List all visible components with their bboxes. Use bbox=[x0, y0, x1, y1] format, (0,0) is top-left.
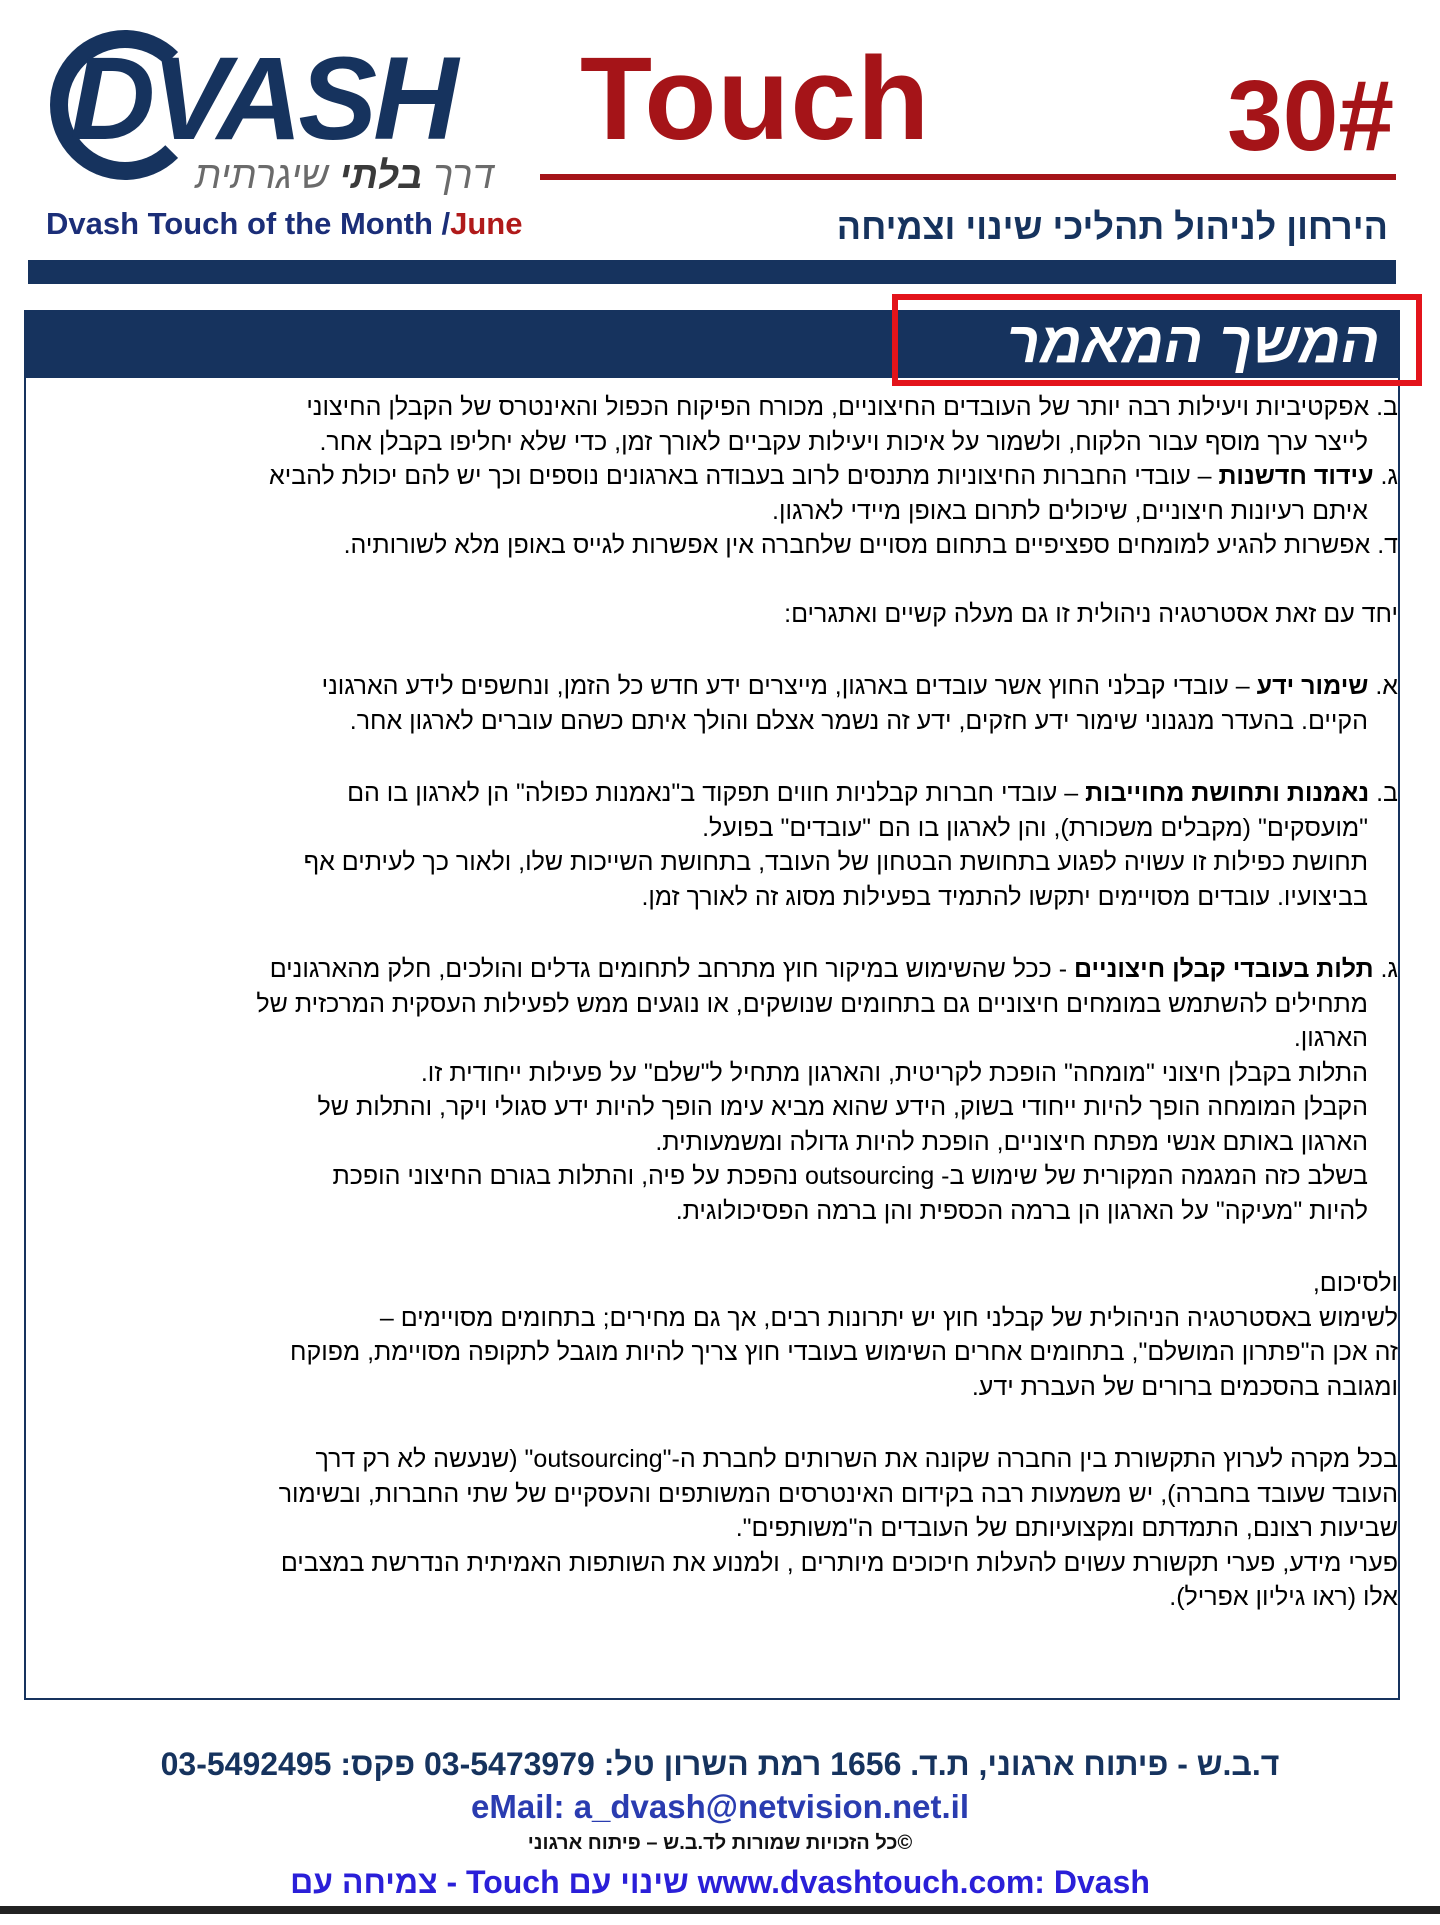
loyalty-line2: "מועסקים" (מקבלים משכורת), והן לארגון בו הם "עובדים" בפועל. bbox=[702, 813, 1368, 842]
summary-line2: לשימוש באסטרטגיה הניהולית של קבלני חוץ יש יתרונות רבים, אך גם מחירים; בתחומים מסויימים – bbox=[379, 1303, 1398, 1332]
footer-website-link[interactable]: www.dvashtouch.com: Dvash שינוי עם Touch - צמיחה עם bbox=[290, 1864, 1150, 1900]
para-d: ד. אפשרות להגיע למומחים ספציפיים בתחום מסויים שלחברה אין אפשרות לגייס באופן מלא לשורותיה. bbox=[343, 531, 1398, 559]
month-label: Dvash Touch of the Month /June bbox=[46, 206, 523, 241]
closing-line4: פערי מידע, פערי תקשורת עשוים להעלות חיכוכים מיותרים , ולמנוע את השותפות האמיתית הנדרשת במצבים bbox=[280, 1548, 1398, 1577]
dependency-line2: מתחילים להשתמש במומחים חיצוניים גם בתחומים שנושקים, או נוגעים ממש לפעילות העסקית המרכזית של bbox=[256, 989, 1368, 1018]
dependency-line3: הארגון. bbox=[1293, 1024, 1368, 1052]
dependency-line6: הארגון באותם אנשי מפתח חיצוניים, הופכת להיות גדולה ומשמעותית. bbox=[655, 1127, 1368, 1156]
closing-line5: אלו (ראו גיליון אפריל). bbox=[1169, 1583, 1398, 1611]
summary-line1: ולסיכום, bbox=[1312, 1269, 1398, 1297]
challenges-intro: יחד עם זאת אסטרטגיה ניהולית זו גם מעלה קשיים ואתגרים: bbox=[784, 599, 1398, 628]
footer-bottom-rule bbox=[0, 1906, 1440, 1914]
summary-line3: זה אכן ה"פתרון המושלם", בתחומים אחרים השימוש בעובדי חוץ צריך להיות מוגבל לתקופה מסויימת, מפוקח bbox=[290, 1338, 1398, 1366]
logo-tagline: דרך בלתי שיגרתית bbox=[195, 155, 494, 197]
dependency-line8: להיות "מעיקה" על הארגון הן ברמה הכספית והן ברמה הפסיכולוגית. bbox=[675, 1196, 1368, 1225]
issue-number: 30# bbox=[1227, 60, 1394, 172]
knowledge-line2: הקיים. בהעדר מנגנוני שימור ידע חזקים, ידע זה נשמר אצלם והולך איתם כשהם עוברים לארגון אחר. bbox=[349, 706, 1368, 735]
dependency-line7: בשלב כזה המגמה המקורית של שימוש ב- outsourcing נהפכת על פיה, והתלות בגורם החיצוני הופכת bbox=[332, 1162, 1368, 1190]
dependency-line5: הקבלן המומחה הופך להיות ייחודי בשוק, הידע שהוא מביא עימו הופך להיות ידע סגולי ויקר, והתלות של bbox=[317, 1093, 1368, 1121]
logo-wordmark: DVASH bbox=[70, 33, 455, 165]
knowledge-line1: א. שימור ידע – עובדי קבלני החוץ אשר עובדים בארגון, מייצרים ידע חדש כל הזמן, ונחשפים לידע הארגוני bbox=[321, 672, 1398, 700]
footer-contact: ד.ב.ש - פיתוח ארגוני, ת.ד. 1656 רמת השרון טל: 03-5473979 פקס: 03-5492495 bbox=[160, 1746, 1280, 1782]
header-navy-bar bbox=[28, 260, 1396, 284]
month-value: June bbox=[450, 206, 523, 241]
para-g-line2: איתם רעיונות חיצוניים, שיכולים לתרום באופן מיידי לארגון. bbox=[772, 496, 1368, 525]
footer-email-link[interactable]: eMail: a_dvash@netvision.net.il bbox=[471, 1788, 969, 1825]
closing-line2: העובד שעובד בחברה), יש משמעות רבה בקידום האינטרסים המשותפים והעסקיים של שתי החברות, ובשימור bbox=[278, 1479, 1398, 1508]
dependency-line1: ג. תלות בעובדי קבלן חיצוניים - ככל שהשימוש במיקור חוץ מתרחב לתחומים גדלים והולכים, חלק מהארגונים bbox=[269, 955, 1398, 983]
loyalty-line4: בביצועיו. עובדים מסויימים יתקשו להתמיד בפעילות מסוג זה לאורך זמן. bbox=[641, 882, 1368, 911]
article-body bbox=[26, 390, 1398, 1615]
closing-line3: שביעות רצונם, התמדתם ומקצועיותם של העובדים ה"משותפים". bbox=[735, 1514, 1398, 1542]
header-red-divider bbox=[540, 174, 1396, 180]
para-b-line2: לייצר ערך מוסף עבור הלקוח, ולשמור על איכות ויעילות עקביים לאורך זמן, כדי שלא יחליפו בקבלן אחר. bbox=[319, 427, 1368, 456]
para-g-line1: ג. עידוד חדשנות – עובדי החברות החיצוניות מתנסים לרוב בעבודה בארגונים נוספים וכך יש להם יכולת להביא bbox=[269, 462, 1398, 490]
summary-line4: ומגובה בהסכמים ברורים של העברת ידע. bbox=[971, 1372, 1398, 1401]
dependency-line4: התלות בקבלן חיצוני "מומחה" הופכת לקריטית, והארגון מתחיל ל"שלם" על פעילות ייחודית זו. bbox=[420, 1058, 1368, 1087]
touch-title: Touch bbox=[580, 33, 931, 165]
newsletter-subtitle: הירחון לניהול תהליכי שינוי וצמיחה bbox=[836, 206, 1388, 247]
loyalty-line1: ב. נאמנות ותחושת מחוייבות – עובדי חברות קבלניות חווים תפקוד ב"נאמנות כפולה" הן לארגון בו הם bbox=[347, 779, 1398, 807]
para-b-line1: ב. אפקטיביות ויעילות רבה יותר של העובדים החיצוניים, מכורח הפיקוח הכפול והאינטרס של הקבלן החיצוני bbox=[306, 393, 1398, 421]
footer-copyright: ©כל הזכויות שמורות לד.ב.ש – פיתוח ארגוני bbox=[527, 1832, 913, 1854]
closing-line1: בכל מקרה לערוץ התקשורת בין החברה שקונה את השרותים לחברת ה-"outsourcing" (שנעשה לא רק דרך bbox=[315, 1445, 1398, 1473]
loyalty-line3: תחושת כפילות זו עשויה לפגוע בתחושת הבטחון של העובד, בתחושת השייכות שלו, ולאור כך לעיתים אף bbox=[303, 848, 1368, 876]
article-title: המשך המאמר bbox=[1006, 310, 1380, 375]
